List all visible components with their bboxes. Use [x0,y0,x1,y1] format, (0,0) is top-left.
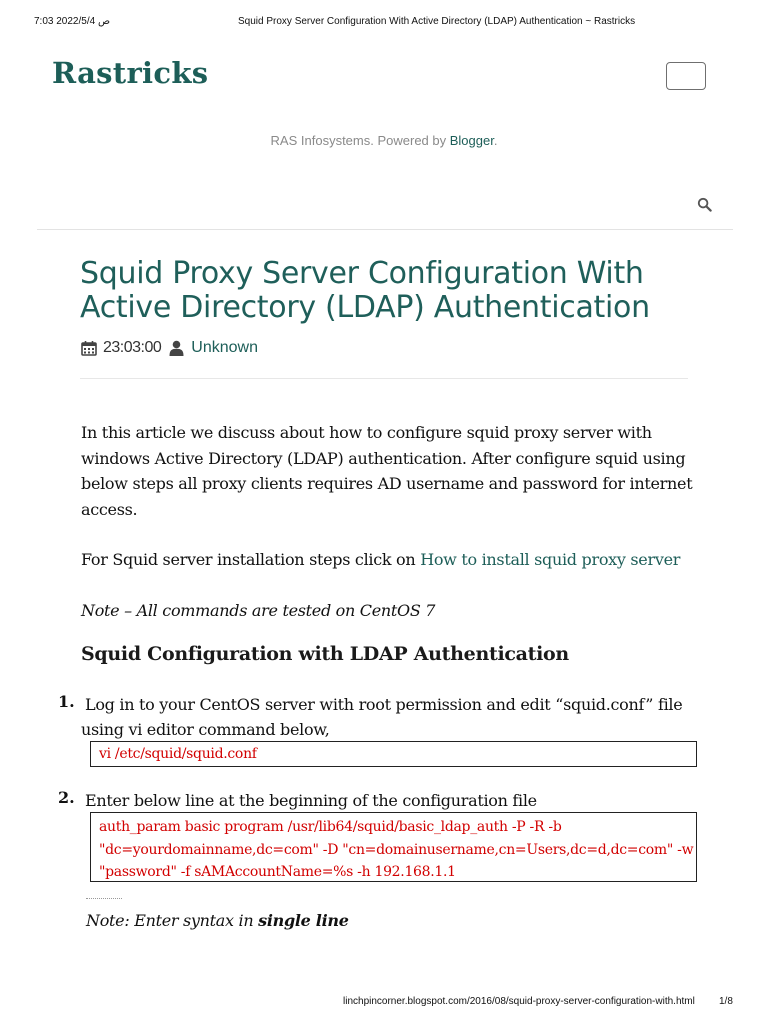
step-number: 2. [58,788,75,807]
site-tagline [0,133,768,148]
install-paragraph [81,548,701,572]
step-number: 1. [58,692,75,711]
step-text: Log in to your CentOS server with root permission and edit “squid.conf” file using vi editor command below, [81,695,683,739]
header-divider [37,229,733,230]
syntax-note [86,909,349,933]
print-doc-title: Squid Proxy Server Configuration With Active Directory (LDAP) Authentication ~ Rastricks [238,16,636,27]
search-icon[interactable] [697,197,712,212]
install-link[interactable]: How to install squid proxy server [420,550,681,569]
menu-icon[interactable] [666,62,706,90]
syntax-note-prefix: Note: Enter syntax in [86,911,259,930]
print-header [0,16,768,30]
user-icon [169,340,184,356]
dotted-divider [86,898,122,899]
blogger-link[interactable]: Blogger [449,133,494,148]
post-title: Squid Proxy Server Configuration With Active Directory (LDAP) Authentication [80,256,650,325]
print-datetime: 7:03 ص 2022/5/4 [34,16,111,27]
meta-divider [80,378,688,379]
tagline-suffix: . [493,133,498,148]
print-page-number: 1/8 [719,996,733,1007]
post-author[interactable]: Unknown [191,339,258,356]
section-heading: Squid Configuration with LDAP Authentication [81,643,569,665]
code-line: auth_param basic program /usr/lib64/squid/basic_ldap_auth -P -R -b [99,819,562,835]
install-prefix: For Squid server installation steps click on [81,550,421,569]
site-brand[interactable]: Rastricks [52,56,209,90]
calendar-icon [81,340,97,356]
code-line: "dc=yourdomainname,dc=com" -D "cn=domainusername,cn=Users,dc=d,dc=com" -w [99,841,694,858]
post-time: 23:03:00 [103,339,162,356]
code-block [90,812,697,882]
tagline-prefix: RAS Infosystems. Powered by [270,133,450,148]
syntax-note-emphasis: single line [258,911,349,930]
intro-paragraph: In this article we discuss about how to configure squid proxy server with windows Active Directory (LDAP) authentication. After configure squid using below steps all proxy clients requires AD username and password for internet access. [81,423,693,520]
code-line: "password" -f sAMAccountName=%s -h 192.168.1.1 [99,864,456,880]
step-text: Enter below line at the beginning of the configuration file [85,791,537,810]
tested-note: Note – All commands are tested on CentOS 7 [81,601,436,620]
print-url: linchpincorner.blogspot.com/2016/08/squid-proxy-server-configuration-with.html [343,996,695,1007]
code-line: vi /etc/squid/squid.conf [99,746,257,762]
code-block [90,741,697,767]
post-meta [81,337,258,359]
